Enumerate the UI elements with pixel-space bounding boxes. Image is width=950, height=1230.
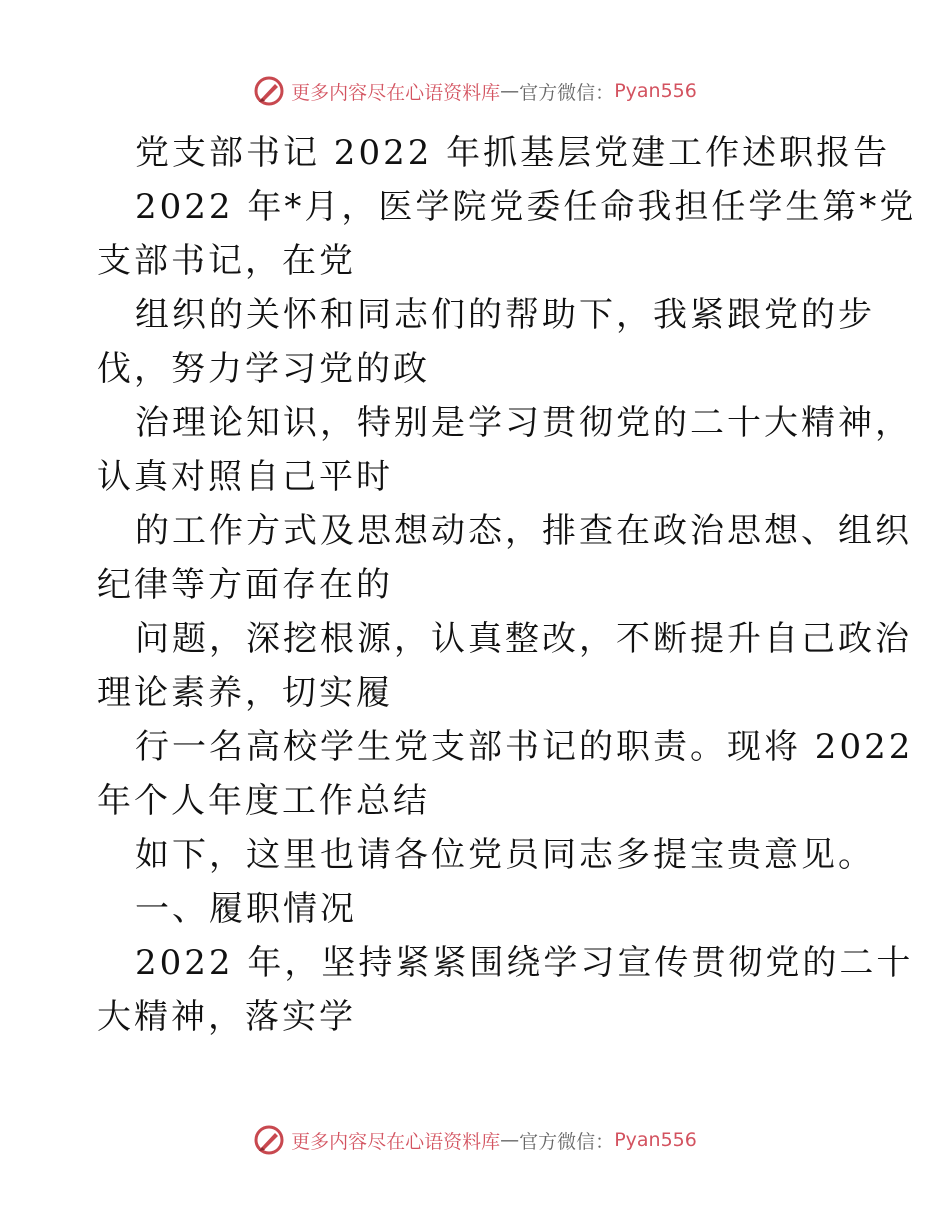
document-line: 的工作方式及思想动态，排查在政治思想、组织 bbox=[135, 511, 912, 551]
banner-sub-text: 官方微信： bbox=[519, 81, 615, 104]
document-line: 纪律等方面存在的 bbox=[97, 565, 393, 605]
banner-main-text: 更多内容尽在心语资料库 bbox=[291, 81, 501, 104]
document-line: 一、履职情况 bbox=[135, 889, 357, 929]
document-line: 理论素养，切实履 bbox=[97, 673, 393, 713]
banner-wechat-id: Pyan556 bbox=[614, 1129, 697, 1151]
banner-wechat-id: Pyan556 bbox=[614, 80, 697, 102]
header-banner bbox=[0, 71, 950, 111]
document-line: 年个人年度工作总结 bbox=[97, 781, 430, 821]
document-body bbox=[97, 126, 917, 1044]
document-line: 治理论知识，特别是学习贯彻党的二十大精神， bbox=[135, 403, 912, 443]
document-line: 党支部书记 2022 年抓基层党建工作述职报告 bbox=[135, 133, 891, 173]
banner-dash: — bbox=[500, 80, 520, 102]
pen-circle-logo-icon bbox=[253, 1124, 285, 1156]
document-line: 组织的关怀和同志们的帮助下，我紧跟党的步 bbox=[135, 295, 875, 335]
document-line: 2022 年*月，医学院党委任命我担任学生第*党 bbox=[135, 187, 917, 227]
document-line: 2022 年，坚持紧紧围绕学习宣传贯彻党的二十 bbox=[135, 943, 914, 983]
document-line: 认真对照自己平时 bbox=[97, 457, 393, 497]
pen-circle-logo-icon bbox=[253, 75, 285, 107]
document-line: 如下，这里也请各位党员同志多提宝贵意见。 bbox=[135, 835, 875, 875]
banner-dash: — bbox=[500, 1129, 520, 1151]
document-line: 支部书记，在党 bbox=[97, 241, 356, 281]
document-line: 问题，深挖根源，认真整改，不断提升自己政治 bbox=[135, 619, 912, 659]
banner-main-text: 更多内容尽在心语资料库 bbox=[291, 1130, 501, 1153]
banner-sub-text: 官方微信： bbox=[519, 1130, 615, 1153]
document-line: 行一名高校学生党支部书记的职责。现将 2022 bbox=[135, 727, 914, 767]
footer-banner bbox=[0, 1120, 950, 1160]
document-line: 伐，努力学习党的政 bbox=[97, 349, 430, 389]
document-line: 大精神，落实学 bbox=[97, 997, 356, 1037]
